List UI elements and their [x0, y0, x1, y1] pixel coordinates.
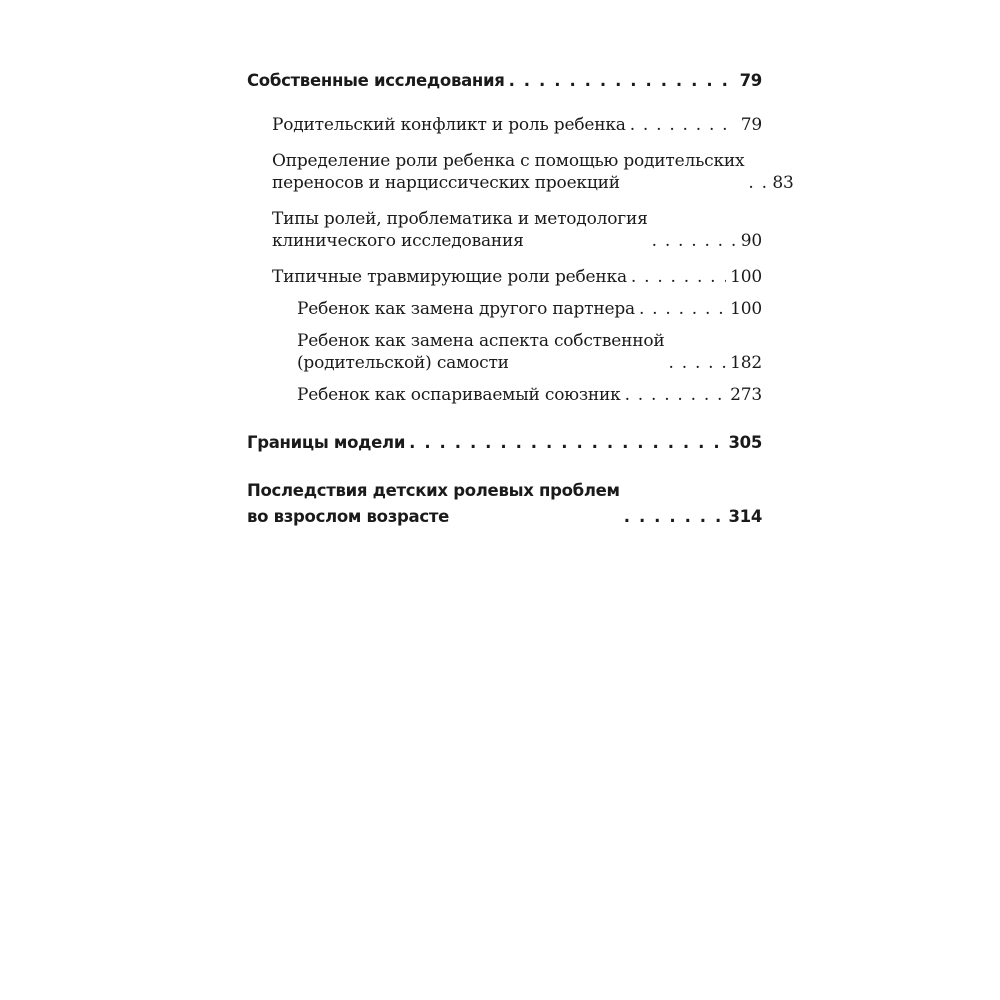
toc-entry-line: Ребенок как оспариваемый союзник: [297, 385, 621, 405]
toc-page-number: 79: [739, 71, 762, 90]
toc-page-number: 314: [728, 507, 762, 526]
dot-leader: [624, 504, 725, 530]
dot-leader: [631, 266, 726, 288]
toc-entry-line: Типы ролей, проблематика и методология: [272, 209, 648, 229]
dot-leader: [748, 172, 768, 194]
toc-entry-line: Ребенок как замена аспекта собственной: [297, 331, 665, 351]
toc-entry-line: (родительской) самости: [297, 353, 509, 373]
toc-page-number: 305: [728, 433, 762, 452]
toc-page-number: 100: [730, 299, 762, 319]
toc-page-number: 79: [740, 115, 762, 135]
toc-entry-line: Родительский конфликт и роль ребенка: [272, 115, 626, 135]
dot-leader: [409, 430, 724, 456]
toc-entry-line: Границы модели: [247, 433, 406, 452]
toc-page-number: 83: [772, 173, 794, 193]
toc-entry-line: переносов и нарциссических проекций: [272, 173, 620, 193]
toc-entry-line: во взрослом возрасте: [247, 507, 449, 526]
toc-entry-line: Типичные травмирующие роли ребенка: [272, 267, 627, 287]
toc-entry-parental-conflict[interactable]: [247, 114, 762, 136]
toc-entry-title: [272, 114, 626, 136]
toc-entry-title: [272, 266, 627, 288]
dot-leader: [639, 298, 726, 320]
toc-entry-line: Последствия детских ролевых проблем: [247, 481, 620, 500]
toc-entry-partner-substitute[interactable]: [247, 298, 762, 320]
toc-page-number: 273: [730, 385, 762, 405]
toc-entry-line: Собственные исследования: [247, 71, 505, 90]
toc-entry-adult-consequences[interactable]: [247, 478, 762, 530]
toc-page-number: 182: [730, 353, 762, 373]
toc-entry-title: [247, 68, 505, 94]
toc-entry-title: [272, 150, 744, 194]
toc-entry-line: Определение роли ребенка с помощью родительских: [272, 151, 745, 171]
toc-entry-role-types[interactable]: [247, 208, 762, 252]
toc-entry-own-research[interactable]: [247, 68, 762, 94]
toc-entry-title: [297, 384, 621, 406]
toc-entry-title: [247, 430, 405, 456]
toc-entry-contested-ally[interactable]: [247, 384, 762, 406]
toc-entry-title: [272, 208, 648, 252]
toc-entry-self-aspect-substitute[interactable]: [247, 330, 762, 374]
dot-leader: [509, 68, 736, 94]
toc-entry-line: Ребенок как замена другого партнера: [297, 299, 635, 319]
dot-leader: [625, 384, 727, 406]
toc-page-number: 90: [740, 231, 762, 251]
dot-leader: [630, 114, 737, 136]
toc-entry-model-limits[interactable]: [247, 430, 762, 456]
toc-page-number: 100: [730, 267, 762, 287]
toc-entry-traumatic-roles[interactable]: [247, 266, 762, 288]
toc-entry-title: [297, 298, 635, 320]
table-of-contents: [247, 68, 794, 530]
toc-entry-title: [247, 478, 620, 530]
toc-entry-line: клинического исследования: [272, 231, 524, 251]
toc-entry-title: [297, 330, 665, 374]
dot-leader: [652, 230, 737, 252]
dot-leader: [669, 352, 727, 374]
toc-entry-role-definition[interactable]: [247, 150, 794, 194]
